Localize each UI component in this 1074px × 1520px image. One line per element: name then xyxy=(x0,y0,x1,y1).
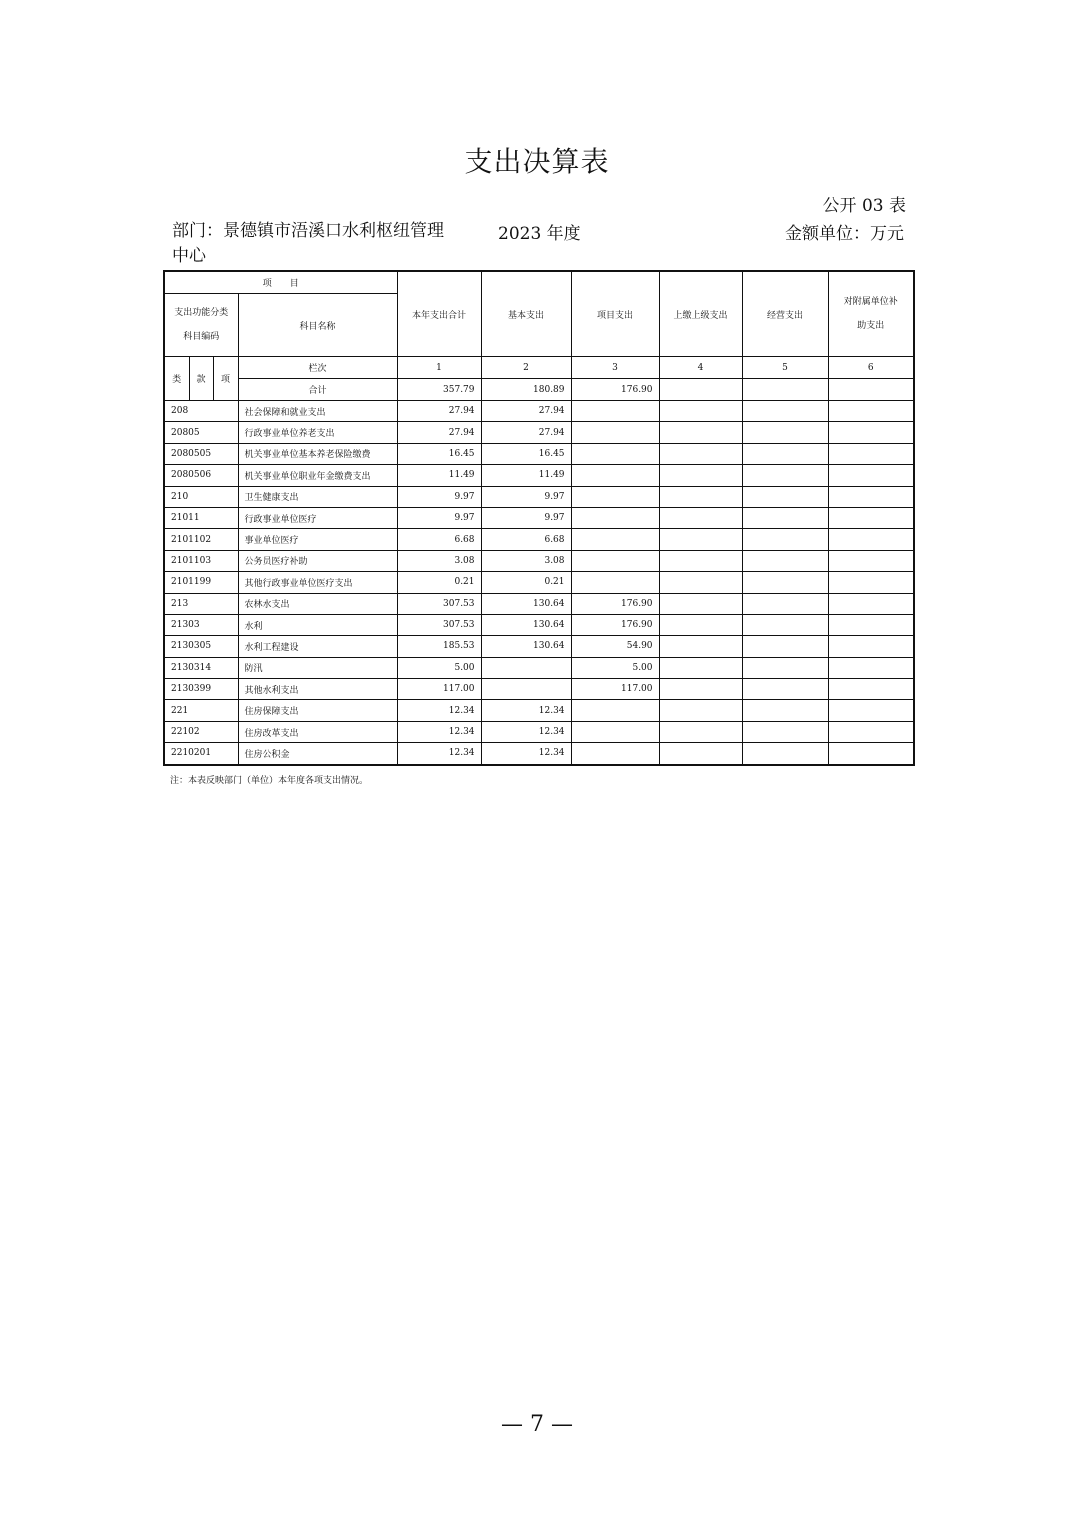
row-subject-name: 住房改革支出 xyxy=(238,721,397,742)
table-row xyxy=(164,401,914,422)
header-kuan: 款 xyxy=(189,357,213,401)
row-subject-name: 住房公积金 xyxy=(238,743,397,765)
form-number: 公开 03 表 xyxy=(822,196,906,216)
row-upper xyxy=(659,743,742,765)
row-total: 6.68 xyxy=(397,529,481,550)
header-col-subsidy-line1: 对附属单位补 xyxy=(843,297,898,307)
row-subject-name: 卫生健康支出 xyxy=(238,486,397,507)
row-code: 21303 xyxy=(164,614,238,635)
row-basic: 12.34 xyxy=(481,700,571,721)
row-total: 5.00 xyxy=(397,657,481,678)
fiscal-year: 2023 年度 xyxy=(498,224,581,244)
row-basic: 0.21 xyxy=(481,572,571,593)
row-total: 12.34 xyxy=(397,743,481,765)
row-project: 176.90 xyxy=(571,593,659,614)
page-number: — 7 — xyxy=(501,1412,573,1437)
header-col-total: 本年支出合计 xyxy=(397,271,481,357)
row-total: 185.53 xyxy=(397,636,481,657)
total-row-label: 合计 xyxy=(238,379,397,401)
header-col-upper: 上缴上级支出 xyxy=(659,271,742,357)
row-total: 307.53 xyxy=(397,593,481,614)
row-basic: 12.34 xyxy=(481,721,571,742)
row-code: 2101102 xyxy=(164,529,238,550)
table-row xyxy=(164,614,914,635)
row-project xyxy=(571,465,659,486)
header-xiang: 项 xyxy=(213,357,238,401)
row-subject-name: 水利 xyxy=(238,614,397,635)
row-total: 0.21 xyxy=(397,572,481,593)
header-col-subsidy xyxy=(828,271,914,357)
row-upper xyxy=(659,593,742,614)
row-subsidy xyxy=(828,657,914,678)
row-code: 22102 xyxy=(164,721,238,742)
row-total: 16.45 xyxy=(397,443,481,464)
row-business xyxy=(742,529,828,550)
row-subsidy xyxy=(828,507,914,528)
row-subsidy xyxy=(828,721,914,742)
row-project xyxy=(571,572,659,593)
row-project xyxy=(571,401,659,422)
row-project xyxy=(571,443,659,464)
row-subject-name: 其他水利支出 xyxy=(238,679,397,700)
header-item: 项 目 xyxy=(164,271,397,294)
row-business xyxy=(742,657,828,678)
department-label: 部门：景德镇市浯溪口水利枢纽管理中心 xyxy=(172,221,444,266)
row-business xyxy=(742,486,828,507)
row-project xyxy=(571,743,659,765)
row-project xyxy=(571,529,659,550)
table-row xyxy=(164,422,914,443)
row-total: 12.34 xyxy=(397,721,481,742)
row-total: 3.08 xyxy=(397,550,481,571)
row-upper xyxy=(659,614,742,635)
row-code: 2210201 xyxy=(164,743,238,765)
row-business xyxy=(742,443,828,464)
row-subject-name: 水利工程建设 xyxy=(238,636,397,657)
table-row xyxy=(164,550,914,571)
row-subject-name: 机关事业单位职业年金缴费支出 xyxy=(238,465,397,486)
col-number-3: 3 xyxy=(571,357,659,379)
row-total: 9.97 xyxy=(397,507,481,528)
row-subject-name: 事业单位医疗 xyxy=(238,529,397,550)
row-upper xyxy=(659,465,742,486)
row-upper xyxy=(659,443,742,464)
row-subsidy xyxy=(828,422,914,443)
row-code: 21011 xyxy=(164,507,238,528)
row-code: 221 xyxy=(164,700,238,721)
amount-unit: 金额单位：万元 xyxy=(785,224,904,244)
row-subject-name: 其他行政事业单位医疗支出 xyxy=(238,572,397,593)
row-subsidy xyxy=(828,529,914,550)
row-total: 27.94 xyxy=(397,422,481,443)
row-project xyxy=(571,422,659,443)
row-project: 117.00 xyxy=(571,679,659,700)
row-subsidy xyxy=(828,636,914,657)
row-basic: 3.08 xyxy=(481,550,571,571)
row-code: 2101199 xyxy=(164,572,238,593)
row-subsidy xyxy=(828,700,914,721)
row-project xyxy=(571,550,659,571)
row-upper xyxy=(659,486,742,507)
header-func-class-line2: 科目编码 xyxy=(183,332,220,342)
row-subject-name: 社会保障和就业支出 xyxy=(238,401,397,422)
row-upper xyxy=(659,529,742,550)
row-subject-name: 行政事业单位医疗 xyxy=(238,507,397,528)
row-business xyxy=(742,550,828,571)
row-basic: 9.97 xyxy=(481,486,571,507)
table-row xyxy=(164,743,914,765)
table-row xyxy=(164,593,914,614)
col-number-2: 2 xyxy=(481,357,571,379)
row-code: 2080506 xyxy=(164,465,238,486)
row-basic xyxy=(481,657,571,678)
row-basic: 11.49 xyxy=(481,465,571,486)
row-code: 210 xyxy=(164,486,238,507)
total-row-business xyxy=(742,379,828,401)
row-code: 208 xyxy=(164,401,238,422)
row-project xyxy=(571,507,659,528)
row-subject-name: 公务员医疗补助 xyxy=(238,550,397,571)
row-subsidy xyxy=(828,486,914,507)
row-basic: 12.34 xyxy=(481,743,571,765)
row-basic: 130.64 xyxy=(481,593,571,614)
row-upper xyxy=(659,550,742,571)
row-basic: 130.64 xyxy=(481,614,571,635)
row-project: 54.90 xyxy=(571,636,659,657)
row-business xyxy=(742,721,828,742)
row-upper xyxy=(659,572,742,593)
row-project xyxy=(571,700,659,721)
row-subsidy xyxy=(828,614,914,635)
table-body xyxy=(164,401,914,765)
row-total: 117.00 xyxy=(397,679,481,700)
page-title: 支出决算表 xyxy=(464,145,610,178)
row-subsidy xyxy=(828,743,914,765)
row-business xyxy=(742,401,828,422)
row-code: 213 xyxy=(164,593,238,614)
row-total: 307.53 xyxy=(397,614,481,635)
row-code: 2130399 xyxy=(164,679,238,700)
col-number-4: 4 xyxy=(659,357,742,379)
table-row xyxy=(164,507,914,528)
row-basic: 27.94 xyxy=(481,401,571,422)
row-subsidy xyxy=(828,550,914,571)
row-business xyxy=(742,614,828,635)
table-row xyxy=(164,572,914,593)
header-lanci: 栏次 xyxy=(238,357,397,379)
row-upper xyxy=(659,700,742,721)
total-row-total: 357.79 xyxy=(397,379,481,401)
row-total: 12.34 xyxy=(397,700,481,721)
row-upper xyxy=(659,422,742,443)
row-subsidy xyxy=(828,679,914,700)
row-code: 2130305 xyxy=(164,636,238,657)
table-note: 注：本表反映部门（单位）本年度各项支出情况。 xyxy=(170,776,369,786)
row-upper xyxy=(659,679,742,700)
row-project xyxy=(571,486,659,507)
col-number-6: 6 xyxy=(828,357,914,379)
row-upper xyxy=(659,507,742,528)
row-code: 2130314 xyxy=(164,657,238,678)
table-row xyxy=(164,679,914,700)
total-row-basic: 180.89 xyxy=(481,379,571,401)
row-subsidy xyxy=(828,465,914,486)
row-basic xyxy=(481,679,571,700)
header-func-class-line1: 支出功能分类 xyxy=(174,308,229,318)
col-number-5: 5 xyxy=(742,357,828,379)
row-subject-name: 机关事业单位基本养老保险缴费 xyxy=(238,443,397,464)
row-business xyxy=(742,593,828,614)
col-number-1: 1 xyxy=(397,357,481,379)
row-project: 176.90 xyxy=(571,614,659,635)
row-upper xyxy=(659,657,742,678)
row-project: 5.00 xyxy=(571,657,659,678)
row-subsidy xyxy=(828,572,914,593)
row-code: 20805 xyxy=(164,422,238,443)
row-business xyxy=(742,422,828,443)
row-upper xyxy=(659,636,742,657)
row-upper xyxy=(659,721,742,742)
total-row-subsidy xyxy=(828,379,914,401)
table-row xyxy=(164,657,914,678)
header-col-business: 经营支出 xyxy=(742,271,828,357)
table-row xyxy=(164,700,914,721)
row-subsidy xyxy=(828,401,914,422)
row-basic: 9.97 xyxy=(481,507,571,528)
row-basic: 16.45 xyxy=(481,443,571,464)
row-basic: 130.64 xyxy=(481,636,571,657)
header-col-project: 项目支出 xyxy=(571,271,659,357)
total-row-upper xyxy=(659,379,742,401)
expenditure-table xyxy=(163,270,915,766)
row-business xyxy=(742,572,828,593)
row-business xyxy=(742,679,828,700)
row-business xyxy=(742,700,828,721)
row-business xyxy=(742,636,828,657)
table-row xyxy=(164,465,914,486)
row-total: 11.49 xyxy=(397,465,481,486)
header-col-subsidy-line2: 助支出 xyxy=(857,321,885,331)
row-business xyxy=(742,743,828,765)
row-basic: 27.94 xyxy=(481,422,571,443)
row-code: 2101103 xyxy=(164,550,238,571)
header-func-class xyxy=(164,294,238,357)
total-row-project: 176.90 xyxy=(571,379,659,401)
row-subject-name: 防汛 xyxy=(238,657,397,678)
row-business xyxy=(742,465,828,486)
row-total: 9.97 xyxy=(397,486,481,507)
row-project xyxy=(571,721,659,742)
table-row xyxy=(164,636,914,657)
row-subsidy xyxy=(828,593,914,614)
table-row xyxy=(164,486,914,507)
row-upper xyxy=(659,401,742,422)
header-subject-name: 科目名称 xyxy=(238,294,397,357)
header-col-basic: 基本支出 xyxy=(481,271,571,357)
row-subject-name: 住房保障支出 xyxy=(238,700,397,721)
table-row xyxy=(164,721,914,742)
row-subsidy xyxy=(828,443,914,464)
row-basic: 6.68 xyxy=(481,529,571,550)
header-lei: 类 xyxy=(164,357,189,401)
row-subject-name: 农林水支出 xyxy=(238,593,397,614)
row-business xyxy=(742,507,828,528)
table-row xyxy=(164,529,914,550)
row-code: 2080505 xyxy=(164,443,238,464)
row-subject-name: 行政事业单位养老支出 xyxy=(238,422,397,443)
table-row xyxy=(164,443,914,464)
row-total: 27.94 xyxy=(397,401,481,422)
